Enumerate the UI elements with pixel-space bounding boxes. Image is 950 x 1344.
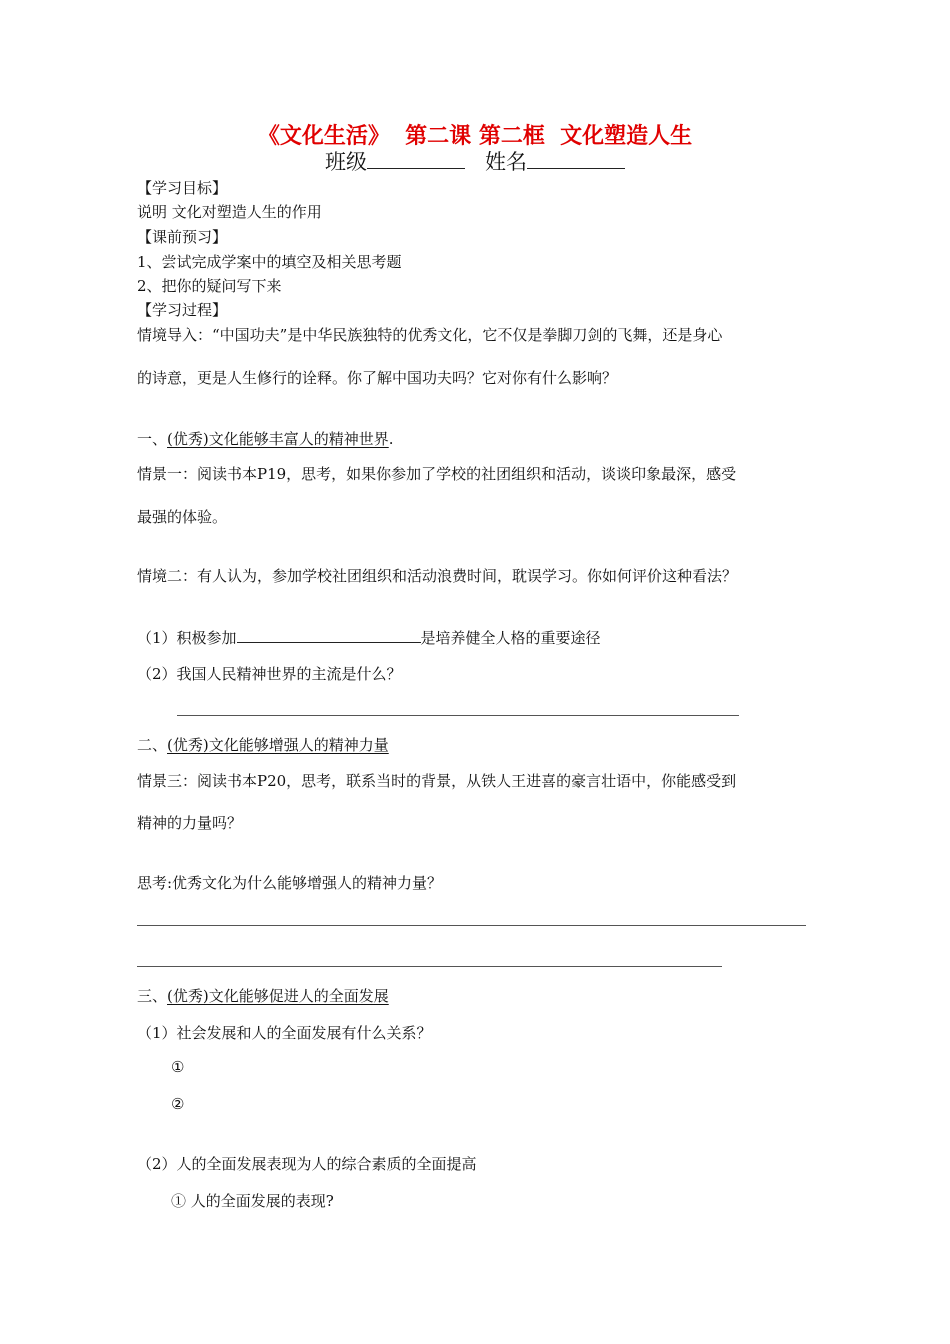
part1-heading [137, 429, 394, 449]
class-label: 班级 [325, 150, 367, 174]
preview-item-1: 1、尝试完成学案中的填空及相关思考题 [137, 253, 402, 271]
part1-title-end: . [388, 430, 394, 448]
think-question: 思考:优秀文化为什么能够增强人的精神力量？ [137, 874, 443, 892]
scene1-line-1: 情景一：阅读书本P19，思考，如果你参加了学校的社团组织和活动，谈谈印象最深，感受 [137, 465, 737, 483]
question-1-2: （2）我国人民精神世界的主流是什么？ [137, 665, 402, 683]
fill-blank-activities[interactable] [237, 627, 421, 643]
intro-line-2: 的诗意，更是人生修行的诠释。你了解中国功夫吗？它对你有什么影响？ [137, 369, 618, 387]
intro-line-1: 情境导入：“中国功夫”是中华民族独特的优秀文化，它不仅是拳脚刀剑的飞舞，还是身心 [137, 326, 723, 344]
part2-title: (优秀)文化能够增强人的精神力量 [167, 736, 389, 754]
question-1-1 [137, 627, 601, 648]
scene1-line-2: 最强的体验。 [137, 508, 228, 526]
scene2-line: 情境二：有人认为，参加学校社团组织和活动浪费时间，耽误学习。你如何评价这种看法？ [137, 567, 738, 585]
question-3-2: （2）人的全面发展表现为人的综合素质的全面提高 [137, 1155, 477, 1173]
question-3-2-sub: ① 人的全面发展的表现? [171, 1192, 334, 1210]
name-label: 姓名 [485, 150, 527, 174]
part2-number: 二、 [137, 736, 168, 754]
class-blank[interactable] [367, 150, 465, 169]
student-info-line [0, 148, 950, 176]
question-1-1-suffix: 是培养健全人格的重要途径 [420, 629, 601, 647]
page-title: 《文化生活》 第二课 第二框 文化塑造人生 [257, 123, 693, 149]
scene3-line-1: 情景三：阅读书本P20，思考，联系当时的背景，从铁人王进喜的豪言壮语中，你能感受到 [137, 772, 737, 790]
question-3-1: （1）社会发展和人的全面发展有什么关系？ [137, 1024, 432, 1042]
preview-heading: 【课前预习】 [137, 228, 228, 246]
part3-heading [137, 986, 389, 1006]
question-1-1-prefix: （1）积极参加 [137, 629, 237, 647]
answer-line-1-2[interactable] [177, 715, 739, 716]
answer-line-2-b[interactable] [137, 966, 722, 967]
part1-number: 一、 [137, 430, 168, 448]
scene3-line-2: 精神的力量吗？ [137, 814, 243, 832]
name-blank[interactable] [527, 150, 625, 169]
part1-title: (优秀)文化能够丰富人的精神世界 [167, 430, 389, 448]
marker-1: ① [171, 1058, 185, 1076]
goals-heading: 【学习目标】 [137, 179, 228, 197]
part3-number: 三、 [137, 987, 168, 1005]
part3-title: (优秀)文化能够促进人的全面发展 [167, 987, 389, 1005]
answer-line-2-a[interactable] [137, 925, 806, 926]
part2-heading [137, 735, 389, 755]
process-heading: 【学习过程】 [137, 301, 228, 319]
goals-text: 说明 文化对塑造人生的作用 [137, 203, 322, 221]
marker-2: ② [171, 1095, 185, 1113]
preview-item-2: 2、把你的疑问写下来 [137, 277, 282, 295]
